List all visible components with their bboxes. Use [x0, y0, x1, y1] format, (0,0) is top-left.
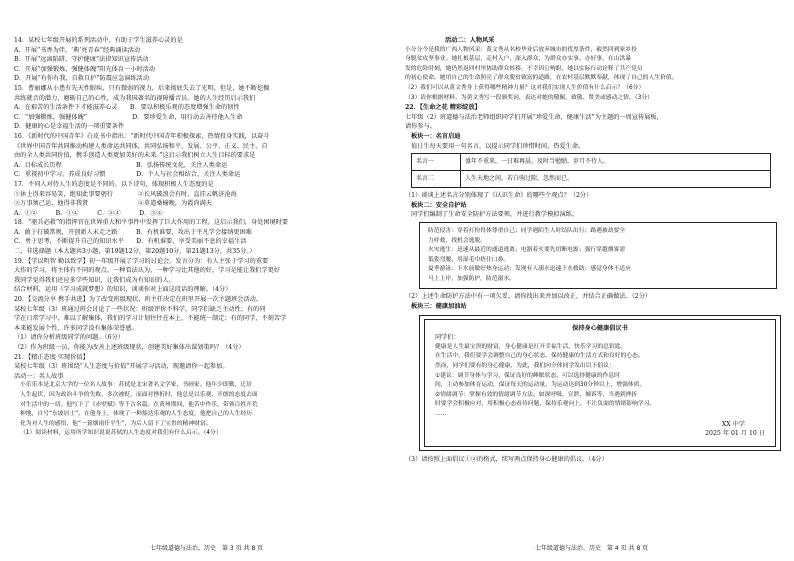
question-line: 20．【交流分享 携手共进】为了改变班级现状，班主任决定在班里开展一次主题班会活动。 [14, 296, 263, 304]
activity2-line: （3）请你根据材料，为黄文秀写一段颁奖词，表达对她的敬佩，致敬、赞美或感动之情。（3分） [405, 94, 653, 101]
story-line: 化为对人生的感悟，他“一蓑烟雨任平生”，为后人留下了宝贵的精神财富。 [20, 420, 212, 427]
activity2-line: 身脱贫攻坚事业。她扎根基层，走村入户，深入群众，为群众办实事、办好事，在山洪暴 [405, 56, 632, 63]
question-line: 共练就音的潜力，磨砺自己的心性，成为我国著名的视障播音员。她的人生经历启示我们 [14, 94, 256, 102]
board1-intro: 值日生每天要用一句名言，以提示同学们珍惜时间，热爱生命。 [411, 142, 585, 150]
letter-line: ②情绪调节：掌握有效的情绪调节方法，如深呼吸、宣泄、倾诉等，当遇到挫折 [435, 391, 638, 398]
story-line: 种地，自号“东坡居士”。在他身上，体现了一种豁达乐观的人生态度，他把自己的人生经历 [20, 411, 253, 418]
letter-line: 时要学会积极应对，用积极心态看待问题，保持乐观向上，不让负面的情绪影响学习。 [435, 401, 656, 408]
letter-greeting: 同学们： [435, 334, 460, 342]
activity2-line: 的初心使命。她用自己的生命照亮了群众脱贫致富的道路，在农村基层默默奉献，体现了自己的人生价值。 [405, 75, 678, 82]
question-line: C．开展“加强锻炼，强健体魄”阳光体育一小时活动 [14, 65, 155, 73]
question-line: 二、非选择题（本大题共3小题，第19题12分，第20题10分，第21题13分，共35分。） [14, 248, 256, 256]
activity2-line: （2）我们可以从黄文秀身上获得哪些精神力量？这对我们实现人生价值有什么启示？（6分） [405, 84, 645, 91]
question-line: A．在艰苦的生活条件下才能滋养心灵 B．要以积极乐观的态度增强生命的韧性 [14, 104, 240, 112]
board2-title: 板块二：安全自护站 [411, 201, 467, 209]
question-line: A．敢于打破常规，开创新人未走之路 B．有机谁要，攻出于平凡学会接纳更困难 [14, 228, 252, 236]
quote-text: 人生天地之间，若白驹过隙，忽然而已。 [461, 171, 771, 188]
question-line: 某校七年级（3）班围绕“人生态度与价值”开展学习活动，现邀请你一起参加。 [14, 363, 229, 371]
quote-table [411, 153, 771, 188]
proposal-letter [424, 319, 776, 447]
question-line: 16．《新时代的中国青年》白皮书中指出：“新时代中国青年积极探索，热情投身实践，以奋斗 [14, 132, 270, 140]
question-22-3: （3）请按照上面倡议①②的格式，续写两点保持身心健康的倡议。（4分） [405, 455, 608, 463]
story-passage [14, 381, 396, 439]
letter-line: …… [435, 411, 447, 417]
letter-line: 在生活中，我们要学会调整自己的身心状态，保持健康的生活方式和良好的心态。 [435, 353, 644, 360]
question-line: 14．某校七年级开展的系列活动中，有助于学生滋养心灵的是 [14, 37, 183, 44]
story-line: 人生起伏，因为政治斗争的失败，多次被贬，而面对挫折时，他总是以乐观、开朗的态度去面 [20, 391, 258, 398]
q22-intro-line: 请你参与。 [405, 123, 436, 131]
question-22-1: （1）谈谈上述名言分别体现了《认识生命》的哪些个观点？（2分） [405, 192, 593, 200]
letter-line: 然而，同学们要有的身心健康，为此，我们向全体同学发出以下倡议： [435, 363, 615, 370]
activity2-line: 发的危险时刻，她仍然返回村里协助群众转移，不幸因公殉职。她以实际行动诠释了共产党员 [405, 65, 643, 72]
question-line: C．勇于思考，不断提升自己的知识水平 D．有机谁要，享受美丽不息的幸福生活 [14, 238, 247, 246]
question-line: D．开展“有你有我，自救自护”防震应急演练活动 [14, 75, 150, 83]
question-line: A．目标成长历程 B．弘扬传统文化，关注人类命运 [14, 161, 228, 169]
question-line: 某校七年级（3）班通过班会讨论了一些状况：班级评价不科学，同学们缺乏主动性；有的同 [14, 305, 266, 313]
left-page [14, 36, 396, 439]
safety-tip-line: 防范侵害：穿着打扮得体尊重自己；同学遇陌生人时结队出行；路遇被劫要全 [428, 227, 626, 234]
question-line: 我同学觉得我们还应多学些知识，让我们成为有知识的人。 [14, 276, 175, 284]
right-page [405, 36, 777, 464]
story-line: 小乐乐本是北京大学的一位名人故事：苏轼是北宋著名文学家、书画家。他年少即勤，迁居 [20, 382, 252, 389]
q22-intro [405, 113, 777, 132]
letter-title: 保持身心健康倡议书 [572, 324, 628, 332]
letter-line: 健康是人生最宝贵的财富，身心健康是打开幸福生活、快乐学习的总钥匙。 [435, 343, 627, 350]
safety-tip-line: 夏季游泳：下水前做好热身运动；发现有人溺水迅速下水救助；感觉身体不适应 [428, 266, 631, 273]
right-page-footer: 七年级道德与法治、历史 第 4 页 共 8 页 [535, 545, 649, 552]
question-line: （2）作为班级一员，你能为改善上述班级现状，创建美好集体出谋划策吗？（4分） [14, 344, 245, 351]
left-page-footer: 七年级道德与法治、历史 第 3 页 共 8 页 [150, 545, 264, 552]
question-22-2: （2）上述生命防护方法中有一项欠妥，请你找出来并加以改正，并结合正确做法。（2分） [405, 293, 652, 301]
story-line: （1）阅读材料，运用所学知识说说苏轼的人生态度对我们有什么启示。（4分） [20, 430, 222, 437]
question-line: B．开展“远离陷阱，守护健康”法律知识宣传活动 [14, 56, 149, 64]
question-line: A．开展“书香为伴，‘典’亮青春”经典诵读活动 [14, 46, 141, 54]
activity2-line: 小分分今是我的广西人物风采：黄文秀从名校毕业后放弃城市的优厚条件，毅然回到家乡投 [405, 46, 637, 53]
q22-intro-line: 七年级（2）班道德与法治老师组织同学们开展“珍爱生命，健康生活”为主题的一周宣传展板， [405, 113, 663, 121]
quote-label: 名言一 [412, 154, 461, 171]
proposal-outer-box [419, 315, 781, 451]
question-line: 活动一：名人故事 [14, 372, 64, 380]
activity2-title: 活动二：人物风采 [445, 37, 495, 44]
quote-text: 盛年不重来，一日难再晨。及时当勉励，岁月不待人。 [461, 154, 771, 171]
question-line: 21．【精正态度 实现价值】 [14, 353, 89, 361]
question-line: 《世界中国青年共同推动构建人类命运共同体，共同弘扬和平、发展、公平、正义、民主、自 [14, 142, 268, 150]
question-line: D．健康的心是幸福生活的一项重要条件 [14, 123, 125, 131]
q22-title: 22．【生命之花 精彩绽放】 [405, 104, 481, 112]
story-line: 对生活中的一切。他写下了《赤壁赋》等千古名篇。在黄州期间，他苦中作乐，带领百姓开荒 [20, 401, 258, 408]
question-line: 19．【学以明智 勤以致学】初一年级开展了学习的讨论会。发言分为：有人主张于学习的重要 [14, 257, 269, 265]
question-line: 学在日常学习中，难以了解集体，我们的学习计划往往在本上，不能统一制定；有的同学，不刻苦学 [14, 315, 287, 323]
letter-body [435, 343, 765, 420]
letter-signature: XX 中学 [721, 420, 745, 428]
safety-tip-line: 低姿弯腰，用湿毛巾捂住口鼻。 [428, 256, 510, 263]
question-line: （1）请你分析班级同学的问题。（6分） [14, 334, 124, 342]
letter-date: 2025 年 01 月 10 日 [705, 430, 765, 438]
letter-line: 间，主动参加体育运动，保证每天的运动量，为运动达到30分钟以上，增强体质。 [435, 382, 646, 389]
safety-tip-line: 火灾逃生：迅速从最近的通道逃离；电器着火要先切断电源；强行穿越烟雾需 [428, 247, 626, 254]
question-line: 大作的学习，将主体有不同的观点。一种看法认为，一种学习比其他的好，学习是能让我们学更好 [14, 267, 281, 275]
question-line: C．“加强锻炼，强健体魄” D．要珍爱生命，用行动去善待他人生命 [14, 113, 243, 121]
question-line: C．重视初中学习，养成良好习惯 D．个人与社会相结合，关注人类命运 [14, 171, 241, 179]
safety-tip-line: 马上上岸，加强防护，防范溺水。 [428, 275, 515, 282]
question-line: 17．不同人对待人生的态度是不同的。以下诗句，体现积极人生态度的是 [14, 180, 214, 188]
safety-tip-line: 力呼救，找机会逃脱。 [428, 237, 486, 244]
question-line: A．①② B．①④ C．②④ D．③④ [14, 209, 163, 217]
activity2-passage [405, 46, 777, 104]
question-line: 本来能发展个性，许多同学没有集体荣誉感。 [14, 324, 138, 332]
quote-row [412, 154, 771, 171]
question-line: 由的全人类共同价值，携手创造人类更加美好的未来。”这启示我们树立人生目标的要求是 [14, 152, 256, 160]
letter-line: ①建议：调节身体与学习，保证良好的睡眠状态。可以选择健康的作息时 [435, 372, 620, 379]
safety-tips-box [419, 222, 777, 290]
question-line: ①休上得来容易笑，绝知此事要躬行 ②长风破浪会有时，直挂云帆济沧海 [14, 190, 237, 198]
quote-label: 名言二 [412, 171, 461, 188]
quote-row [412, 171, 771, 188]
left-question-lines [14, 36, 396, 381]
question-line: 18．“驱兵必救”的指挥官在世界重大和平事件中发挥了巨大作用的工程。这启示我们，身处困境时要 [14, 219, 289, 227]
question-line: 结合材料，运用《学习成就梦想》的知识，谈谈你对上面这段话的理解。（4分） [14, 286, 232, 294]
board1-title: 板块一：名言启迪 [411, 132, 461, 140]
board3-title: 板块三：健康加油站 [411, 303, 467, 311]
question-line: 15．曹丽娜从小患有先天性眼疾，只有微弱的视力，后来彻底失去了光明。但是，她不断挖掘 [14, 84, 270, 92]
question-line: ③万事须己运，他得非我贤 ④莫道桑榆晚，为霞尚满天 [14, 200, 212, 208]
board2-intro: 同学们编制了生命安全防护方法要领，并进行教学模拟演练。 [411, 211, 579, 219]
